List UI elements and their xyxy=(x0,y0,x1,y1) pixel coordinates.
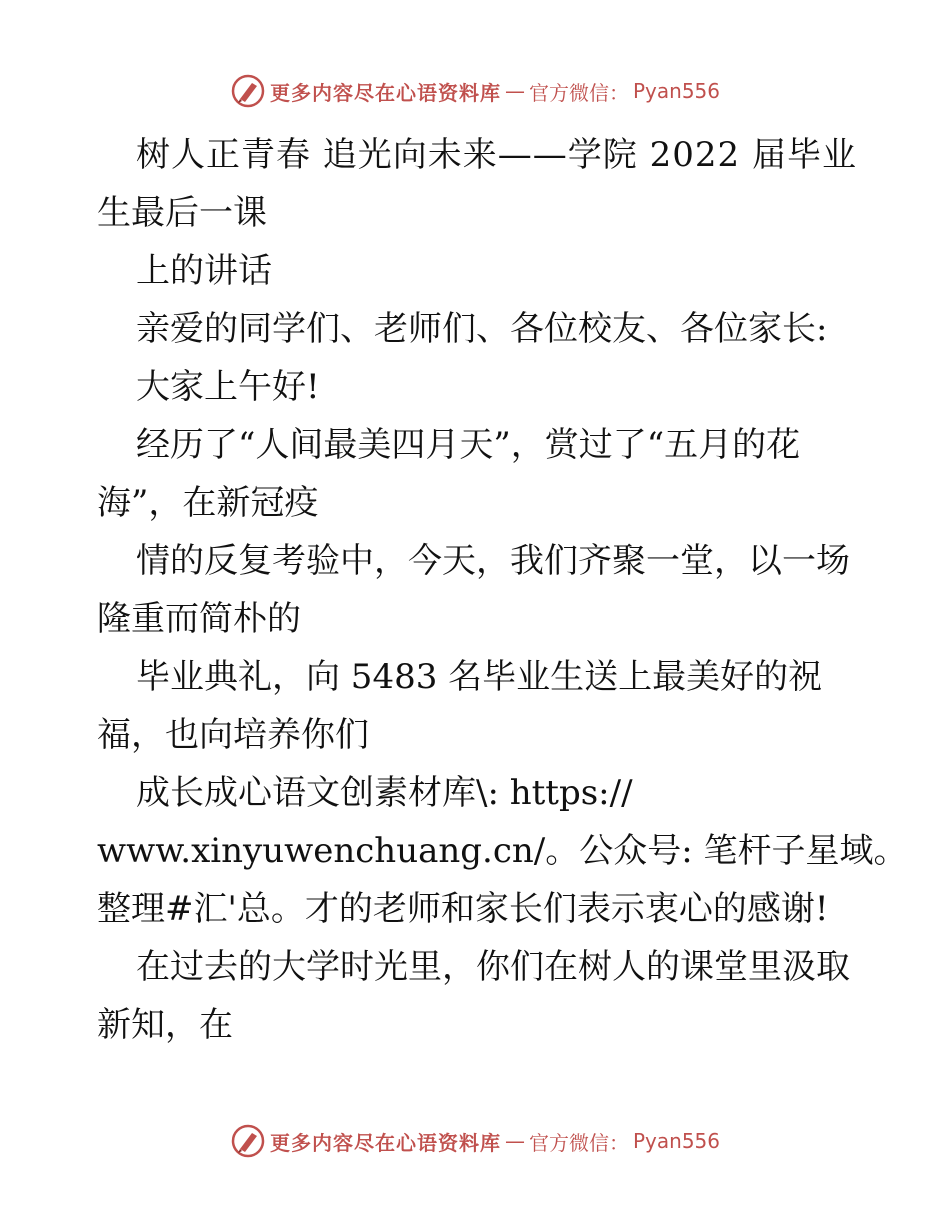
document-body xyxy=(97,126,908,1054)
salutation: 亲爱的同学们、老师们、各位校友、各位家长: xyxy=(136,309,828,349)
paragraph-line: 情的反复考验中，今天，我们齐聚一堂，以一场 xyxy=(136,541,850,581)
paragraph-line: 在过去的大学时光里，你们在树人的课堂里汲取 xyxy=(136,947,850,987)
watermark-wechat-label: 官方微信： xyxy=(528,1130,629,1155)
pen-nib-logo-icon xyxy=(230,1123,266,1159)
paragraph-line: 经历了“人间最美四月天”，赏过了“五月的花 xyxy=(136,425,801,465)
pen-nib-logo-icon xyxy=(230,73,266,109)
header-watermark xyxy=(0,73,950,109)
watermark-separator: — xyxy=(504,1129,525,1153)
paragraph-line: 海”，在新冠疫 xyxy=(97,483,319,523)
paragraph-line: 新知，在 xyxy=(97,1005,233,1045)
watermark-wechat-id: Pyan556 xyxy=(632,79,720,103)
paragraph-line: 毕业典礼，向 5483 名毕业生送上最美好的祝 xyxy=(136,657,823,697)
watermark-wechat-label: 官方微信： xyxy=(528,80,629,105)
title-line-1: 树人正青春 追光向未来——学院 2022 届毕业 xyxy=(136,135,857,175)
title-line-3: 上的讲话 xyxy=(136,251,272,291)
watermark-main-text: 更多内容尽在心语资料库 xyxy=(269,1130,501,1155)
paragraph-line: www.xinyuwenchuang.cn/。公众号: 笔杆子星域。 xyxy=(97,831,908,871)
greeting: 大家上午好! xyxy=(136,367,320,407)
watermark-separator: — xyxy=(504,79,525,103)
title-line-2: 生最后一课 xyxy=(97,193,267,233)
paragraph-line: 福，也向培养你们 xyxy=(97,715,369,755)
paragraph-line: 隆重而简朴的 xyxy=(97,599,301,639)
paragraph-line: 成长成心语文创素材库\: https:// xyxy=(136,773,633,813)
footer-watermark xyxy=(0,1123,950,1159)
watermark-wechat-id: Pyan556 xyxy=(632,1129,720,1153)
paragraph-line: 整理#汇'总。才的老师和家长们表示衷心的感谢! xyxy=(97,889,829,929)
watermark-main-text: 更多内容尽在心语资料库 xyxy=(269,80,501,105)
